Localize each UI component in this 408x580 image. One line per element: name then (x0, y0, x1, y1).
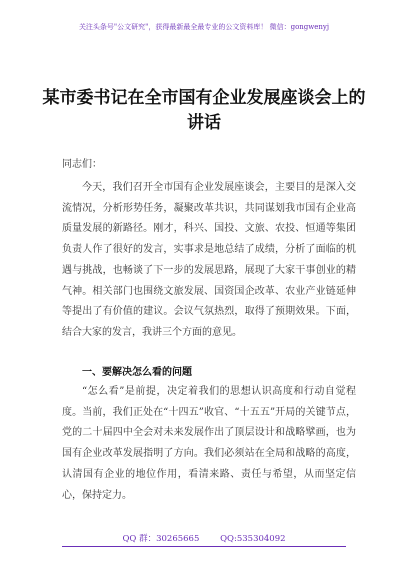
body-paragraph-2: “怎么看”是前提，决定着我们的思想认识高度和行动自觉程度。当前，我们正处在“十四五”收官、“十五五”开局的关键节点，党的二十届四中全会对未来发展作出了顶层设计和战略擘画，也为国有企业改革发展指明了方向。我们必须站在全局和战略的高度，认清国有企业的地位作用，看清来路、责任与希望，从而坚定信心，保持定力。 (62, 386, 356, 501)
footer-qq-group: QQ 群：30265665 (122, 534, 200, 544)
header-banner: 关注头条号"公文研究"，获得最新最全最专业的公文资料库！ 微信：gongwenyj (78, 23, 330, 31)
section-heading-1: 一、要解决怎么看的问题 (82, 367, 192, 378)
footer-divider (62, 546, 346, 547)
footer-contact-bar (0, 532, 408, 544)
body-paragraph-1: 今天，我们召开全市国有企业发展座谈会，主要目的是深入交流情况，分析形势任务，凝聚改革共识，共同谋划我市国有企业高质量发展的新路径。刚才，科兴、国投、文旅、农投、恒通等集团负责人作了很好的发言，实事求是地总结了成绩，分析了面临的机遇与挑战，也畅谈了下一步的发展思路，展现了大家干事创业的精气神。相关部门也围绕文旅发展、国资国企改革、农业产业链延伸等提出了有价值的建议。会议气氛热烈，取得了预期效果。下面，结合大家的发言，我讲三个方面的意见。 (62, 182, 356, 338)
document-title: 某市委书记在全市国有企业发展座谈会上的讲话 (42, 88, 366, 133)
footer-qq: QQ:535304092 (220, 534, 286, 544)
salutation: 同志们： (62, 159, 102, 170)
